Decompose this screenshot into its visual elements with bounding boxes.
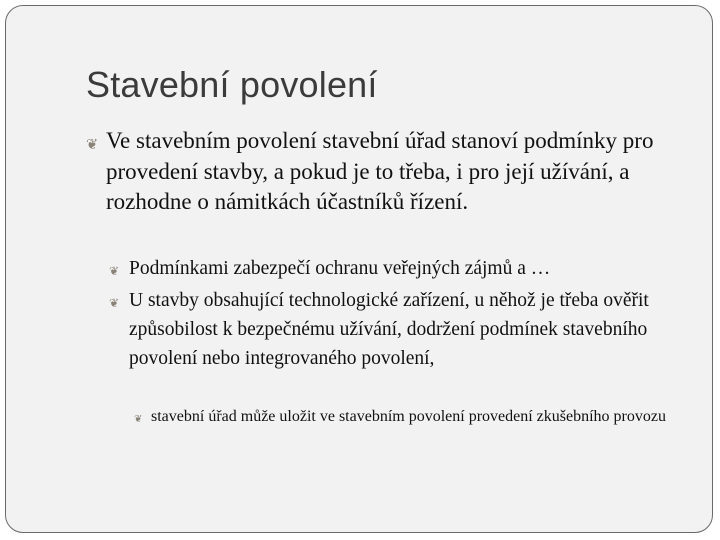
bullet-level-2 [109,254,684,283]
bullet-text: Ve stavebním povolení stavební úřad stanoví podmínky pro provedení stavby, a pokud je to třeba, i pro její užívání, a rozhodne o námitkách účastníků řízení. [106,128,654,214]
leaf-bullet-icon: ❦ [109,296,120,310]
bullet-level-2 [109,286,684,373]
bullet-text: U stavby obsahující technologické zařízení, u něhož je třeba ověřit způsobilost k bezpečnému užívání, dodržení podmínek stavebního povolení nebo integrovaného povolení, [129,290,649,369]
slide-title: Stavební povolení [86,64,378,105]
bullet-text: Podmínkami zabezpečí ochranu veřejných zájmů a … [129,258,551,279]
bullet-level-1 [86,126,686,218]
leaf-bullet-icon: ❦ [134,414,143,425]
bullet-text: stavební úřad může uložit ve stavebním povolení provedení zkušebního provozu [151,408,666,425]
leaf-bullet-icon: ❦ [86,137,98,153]
bullet-level-3 [134,404,674,429]
leaf-bullet-icon: ❦ [109,264,120,278]
slide [5,5,713,533]
